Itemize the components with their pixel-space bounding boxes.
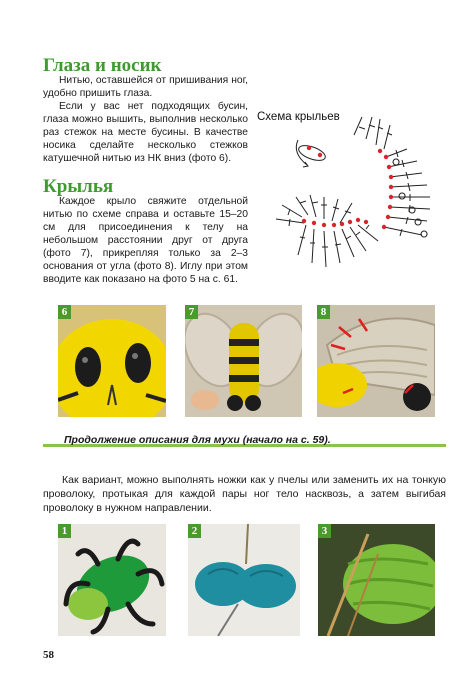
page-number: 58 bbox=[43, 649, 54, 661]
photo-number-badge: 3 bbox=[318, 524, 331, 538]
photo-2 bbox=[188, 524, 300, 636]
continuation-title: Продолжение описания для мухи (начало на с. 59). bbox=[64, 434, 331, 446]
eyes-paragraph-1: Нитью, оставшейся от пришивания ног, удобно пришить глаза. bbox=[43, 75, 248, 99]
wing-scheme-diagram bbox=[262, 105, 452, 280]
photo-1 bbox=[58, 524, 166, 636]
photo-6 bbox=[58, 305, 166, 417]
photo-3 bbox=[318, 524, 435, 636]
eyes-text bbox=[43, 74, 248, 165]
lower-wing-stitches bbox=[276, 195, 378, 267]
photo-7 bbox=[185, 305, 302, 417]
continuation-paragraph: Как вариант, можно выполнять ножки как у пчелы или заменить их на тонкую проволоку, протыкая для каждой пары ног тело насквозь, а затем выгибая проволоку в нужном направлении. bbox=[43, 474, 446, 514]
heading-eyes-nose: Глаза и носик bbox=[43, 55, 162, 76]
continuation-text bbox=[43, 473, 446, 515]
photo-number-badge: 2 bbox=[188, 524, 201, 538]
photo-number-badge: 1 bbox=[58, 524, 71, 538]
photo-8 bbox=[317, 305, 435, 417]
photo-number-badge: 7 bbox=[185, 305, 198, 319]
wings-paragraph: Каждое крыло свяжите отдельной нитью по схеме справа и оставьте 15–20 см для присоединения к телу на небольшом расстоянии друг от друга (фото 7), прикрепляя только за 2–3 основания от угла (фото 8). Иглу при этом вводите как показано на фото 5 на с. 61. bbox=[43, 196, 248, 285]
heading-wings: Крылья bbox=[43, 176, 114, 197]
photo-number-badge: 6 bbox=[58, 305, 71, 319]
photo-number-badge: 8 bbox=[317, 305, 330, 319]
loop-arrow-icon bbox=[296, 140, 327, 167]
scheme-title: Схема крыльев bbox=[257, 111, 340, 123]
wings-text bbox=[43, 195, 248, 286]
eyes-paragraph-2: Если у вас нет подходящих бусин, глаза можно вышить, выполнив несколько раз стежок на месте бусины. В качестве носика сделайте несколько стежков катушечной нитью из НК вниз (фото 6). bbox=[43, 101, 248, 164]
